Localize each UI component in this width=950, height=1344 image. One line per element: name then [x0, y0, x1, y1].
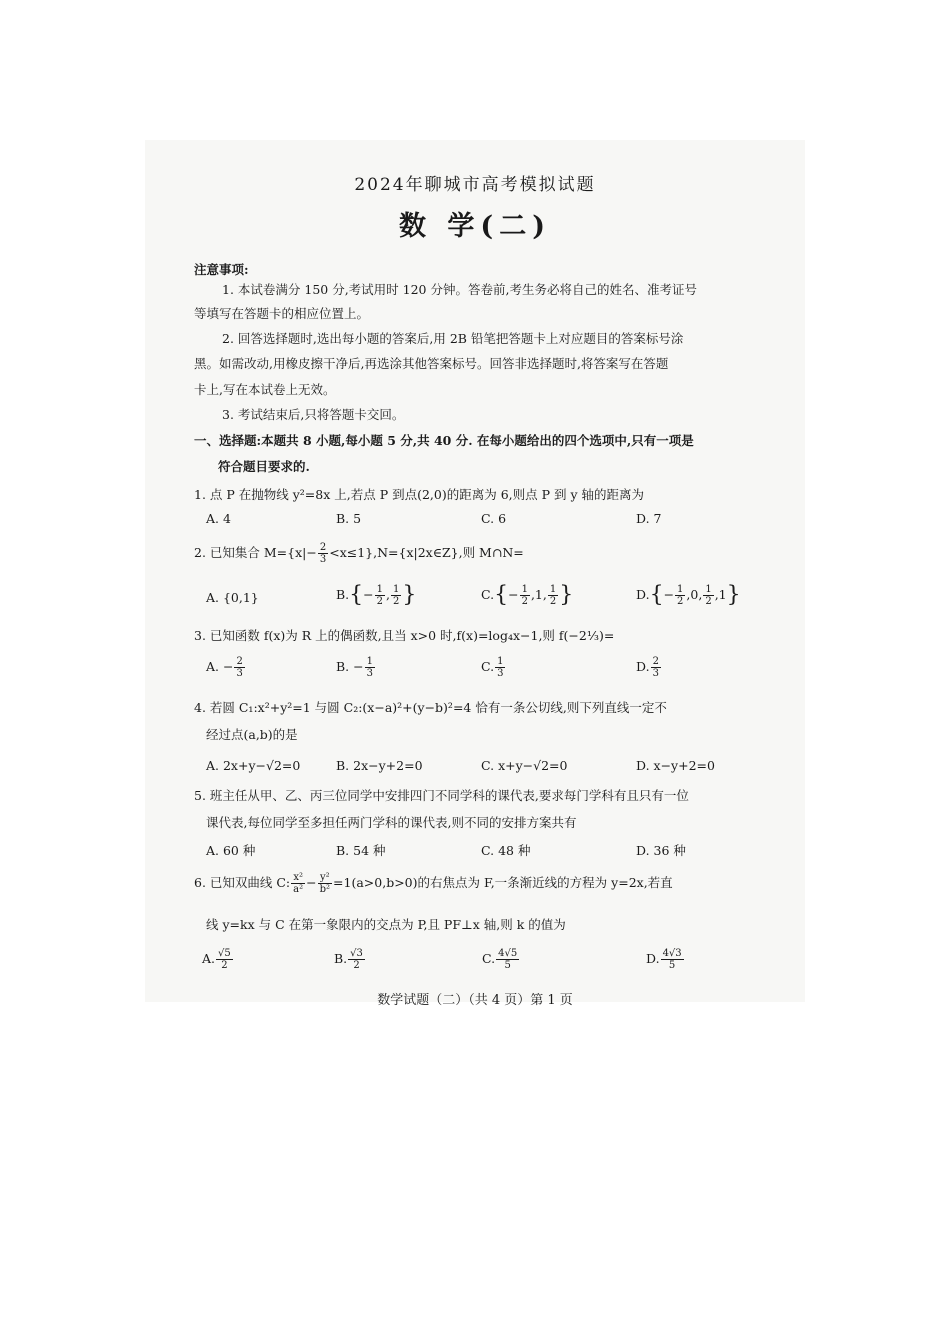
q6-b-prefix: B. [334, 951, 348, 966]
q2-stem-fraction [318, 542, 328, 565]
q3-b-frac [365, 656, 375, 679]
q3-d-prefix: D. [636, 659, 650, 674]
q2-d-mid: ,0, [686, 587, 703, 602]
q2-d-frac2 [703, 584, 713, 607]
q6-stem-cont: 线 y=kx 与 C 在第一象限内的交点为 P,且 PF⊥x 轴,则 k 的值为 [206, 917, 566, 932]
section-heading: 一、选择题:本题共 8 小题,每小题 5 分,共 40 分. 在每小题给出的四个选项中,只有一项是 [194, 433, 694, 448]
q3-a-d: 3 [236, 668, 243, 679]
q2-d-d2: 2 [705, 596, 712, 607]
notice-heading: 注意事项: [194, 262, 249, 277]
q2-option-d: D.{− $\frac{1}{2}$ ,0, $\frac{1}{2}$ ,1} [636, 582, 741, 608]
q3-b-prefix: B. − [336, 659, 364, 674]
q4-option-b: B. 2x−y+2=0 [336, 758, 423, 773]
q3-a-n: 2 [236, 656, 243, 667]
q6-frac-y [318, 872, 332, 895]
q2-b-frac1 [375, 584, 385, 607]
section-heading-cont: 符合题目要求的. [218, 459, 310, 474]
q5-stem-cont: 课代表,每位同学至多担任两门学科的课代表,则不同的安排方案共有 [206, 815, 577, 830]
q6-c-prefix: C. [482, 951, 496, 966]
notice-line-4: 黑。如需改动,用橡皮擦干净后,再选涂其他答案标号。回答非选择题时,将答案写在答题 [194, 356, 669, 371]
q6-stem [194, 872, 673, 895]
page-footer: 数学试题（二）（共 4 页）第 1 页 [377, 993, 573, 1008]
q2-d-frac1 [675, 584, 685, 607]
q3-option-c [481, 656, 506, 679]
notice-line-6: 3. 考试结束后,只将答题卡交回。 [222, 407, 405, 422]
q6-a-prefix: A. [202, 951, 216, 966]
q6-option-d [646, 948, 685, 971]
q2-stem [194, 542, 524, 565]
q1-stem: 1. 点 P 在抛物线 y²=8x 上,若点 P 到点(2,0)的距离为 6,则点 P 到 y 轴的距离为 [194, 487, 644, 502]
q1-option-a: A. 4 [206, 511, 231, 526]
q6-d-prefix: D. [646, 951, 660, 966]
q2-option-b: B.{− $\frac{1}{2}$ , $\frac{1}{2}$ } [336, 582, 417, 608]
exam-title: 2024年聊城市高考模拟试题 [354, 175, 596, 195]
q6-f2-d: b² [319, 884, 331, 895]
q3-option-d [636, 656, 662, 679]
q3-option-b [336, 656, 376, 679]
q6-a-n: √5 [218, 948, 231, 959]
q2-d-end: ,1 [714, 587, 727, 602]
q6-frac-x [291, 872, 305, 895]
q2-option-c: C.{− $\frac{1}{2}$ ,1, $\frac{1}{2}$ } [481, 582, 574, 608]
q6-a-d: 2 [221, 960, 228, 971]
q4-option-a: A. 2x+y−√2=0 [206, 758, 301, 773]
q5-option-a: A. 60 种 [206, 843, 256, 858]
q2-stem-a: 2. 已知集合 M={x|− [194, 545, 317, 560]
q6-d-frac [661, 948, 684, 971]
q2-c-n2: 1 [549, 584, 557, 595]
q3-c-frac [495, 656, 505, 679]
q2-c-n1: 1 [521, 584, 528, 595]
q5-stem: 5. 班主任从甲、乙、丙三位同学中安排四门不同学科的课代表,要求每门学科有且只有一位 [194, 788, 689, 803]
q3-c-n: 1 [497, 656, 504, 667]
q6-c-n: 4√5 [498, 948, 518, 959]
q2-c-mid: ,1, [530, 587, 547, 602]
q6-a-frac [216, 948, 233, 971]
q2-b-frac2 [391, 584, 401, 607]
notice-line-5: 卡上,写在本试卷上无效。 [194, 382, 336, 397]
q5-option-b: B. 54 种 [336, 843, 386, 858]
q3-b-d: 3 [366, 668, 373, 679]
q6-b-frac [348, 948, 365, 971]
q2-frac-den: 3 [319, 554, 327, 565]
q2-c-frac2 [548, 584, 558, 607]
q3-d-frac [651, 656, 661, 679]
q2-d-n1: 1 [677, 584, 684, 595]
q3-c-prefix: C. [481, 659, 495, 674]
q2-b-prefix: B. [336, 587, 350, 602]
q6-c-frac [496, 948, 519, 971]
q6-f1-n: x² [291, 872, 305, 884]
q6-c-d: 5 [504, 960, 511, 971]
q2-b-d2: 2 [393, 596, 400, 607]
q2-c-frac1 [520, 584, 530, 607]
q3-option-a [206, 656, 246, 679]
q1-option-d: D. 7 [636, 511, 662, 526]
q2-c-d1: 2 [521, 596, 528, 607]
subject-title: 数 学(二) [399, 211, 551, 242]
q6-stem-a: 6. 已知双曲线 C: [194, 875, 291, 890]
q6-d-n: 4√3 [662, 948, 682, 959]
q1-option-b: B. 5 [336, 511, 362, 526]
q2-d-prefix: D. [636, 587, 650, 602]
q6-f2-n: y² [318, 872, 332, 884]
q3-d-n: 2 [652, 656, 659, 667]
q5-option-d: D. 36 种 [636, 843, 686, 858]
q3-b-n: 1 [366, 656, 373, 667]
q3-d-d: 3 [652, 668, 659, 679]
notice-line-1: 1. 本试卷满分 150 分,考试用时 120 分钟。答卷前,考生务必将自己的姓名、准考证号 [222, 282, 697, 297]
q6-f1-d: a² [293, 884, 304, 895]
q1-option-c: C. 6 [481, 511, 507, 526]
q2-d-d1: 2 [677, 596, 684, 607]
q4-stem-cont: 经过点(a,b)的是 [206, 727, 298, 742]
notice-line-3: 2. 回答选择题时,选出每小题的答案后,用 2B 铅笔把答题卡上对应题目的答案标号涂 [222, 331, 684, 346]
q2-b-d1: 2 [376, 596, 384, 607]
q5-option-c: C. 48 种 [481, 843, 531, 858]
q3-c-d: 3 [497, 668, 504, 679]
q6-option-c [482, 948, 520, 971]
q6-option-b [334, 948, 366, 971]
q6-b-n: √3 [350, 948, 363, 959]
q2-b-n2: 1 [393, 584, 400, 595]
q2-b-n1: 1 [376, 584, 384, 595]
q2-d-n2: 1 [705, 584, 712, 595]
q6-d-d: 5 [668, 960, 676, 971]
q4-stem: 4. 若圆 C₁:x²+y²=1 与圆 C₂:(x−a)²+(y−b)²=4 恰有一条公切线,则下列直线一定不 [194, 700, 667, 715]
q6-stem-b: =1(a>0,b>0)的右焦点为 F,一条渐近线的方程为 y=2x,若直 [333, 875, 673, 890]
q4-option-c: C. x+y−√2=0 [481, 758, 568, 773]
q2-option-a: A. {0,1} [206, 590, 259, 605]
q6-option-a [202, 948, 234, 971]
q3-a-frac [234, 656, 244, 679]
q2-stem-b: <x≤1},N={x|2x∈Z},则 M∩N= [329, 545, 524, 560]
q4-option-d: D. x−y+2=0 [636, 758, 715, 773]
q2-c-d2: 2 [549, 596, 557, 607]
q6-b-d: 2 [353, 960, 360, 971]
q2-frac-num: 2 [319, 542, 327, 553]
notice-line-2: 等填写在答题卡的相应位置上。 [194, 306, 370, 321]
q3-stem: 3. 已知函数 f(x)为 R 上的偶函数,且当 x>0 时,f(x)=log₄x−1,则 f(−2⅓)= [194, 628, 615, 643]
q2-c-prefix: C. [481, 587, 495, 602]
q6-minus: − [306, 875, 317, 890]
q3-a-prefix: A. − [206, 659, 234, 674]
